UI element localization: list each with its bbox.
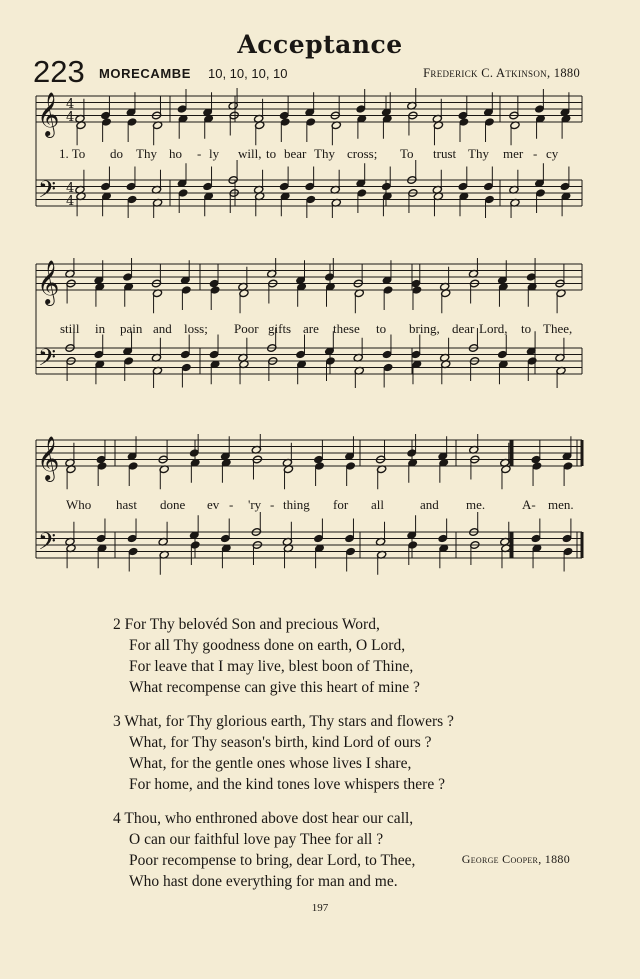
lyric-line-1 [0, 146, 640, 164]
lyric-syllable: cross; [347, 146, 378, 161]
lyric-syllable: To [400, 146, 414, 161]
stanza-4 [113, 808, 454, 892]
lyric-syllable: pain [120, 321, 143, 336]
hymn-title: Acceptance [237, 30, 403, 59]
bass-clef-icon: 𝄢 [38, 175, 57, 209]
stanza-line: What, for the gentle ones whose lives I share, [129, 755, 412, 772]
stanza-3 [113, 711, 454, 795]
author-credit: George Cooper, 1880 [461, 852, 570, 866]
time-signature-bottom: 4 [66, 110, 75, 125]
lyric-syllable: Poor [234, 321, 259, 336]
stanzas [113, 614, 454, 905]
stanza-number: 2 [113, 616, 121, 633]
stanza-line: For all Thy goodness done on earth, O Lord, [129, 637, 406, 654]
lyric-syllable: Thee, [543, 321, 573, 336]
lyric-syllable: ev [207, 497, 220, 512]
time-signature-top: 4 [66, 181, 75, 196]
lyric-syllable: 'ry [248, 497, 262, 512]
time-signature-bottom: 4 [66, 194, 75, 209]
lyric-syllable: to [266, 146, 277, 161]
lyric-syllable: are [303, 321, 319, 336]
lyric-syllable: still [60, 321, 80, 336]
lyric-syllable: for [333, 497, 349, 512]
lyric-syllable: gifts [268, 321, 292, 336]
lyric-syllable: trust [433, 146, 457, 161]
stanza-line [113, 711, 454, 732]
lyric-syllable: Thy [468, 146, 489, 161]
lyric-syllable: bear [284, 146, 307, 161]
lyric-line-3 [0, 497, 640, 515]
lyric-syllable: do [110, 146, 123, 161]
tune-name: MORECAMBE [99, 66, 192, 81]
treble-clef-icon: 𝄞 [37, 92, 60, 136]
hymn-number: 223 [33, 54, 85, 89]
lyric-syllable: Thy [314, 146, 335, 161]
stanza-line [113, 808, 454, 829]
lyric-syllable: Lord, [479, 321, 508, 336]
lyric-syllable: - [229, 497, 234, 512]
lyric-syllable: bring, [409, 321, 440, 336]
lyric-syllable: cy [546, 146, 559, 161]
lyric-syllable: and [420, 497, 439, 512]
lyric-syllable: thing [283, 497, 310, 512]
stanza-number: 4 [113, 810, 121, 827]
lyric-syllable: - [270, 497, 275, 512]
lyric-syllable: A- [522, 497, 536, 512]
composer-credit: Frederick C. Atkinson, 1880 [423, 66, 580, 80]
stanza-text: What, for Thy glorious earth, Thy stars and flowers ? [124, 713, 454, 730]
lyric-line-2 [0, 321, 640, 339]
lyric-syllable: ho [169, 146, 182, 161]
lyric-syllable: me. [466, 497, 486, 512]
stanza-line: Poor recompense to bring, dear Lord, to Thee, [129, 852, 416, 869]
lyric-syllable: Who [66, 497, 92, 512]
stanza-line: What recompense can give this heart of mine ? [129, 679, 420, 696]
lyric-syllable: all [371, 497, 384, 512]
stanza-line: For home, and the kind tones love whispers there ? [129, 776, 445, 793]
lyric-syllable: Thy [136, 146, 157, 161]
lyric-syllable: to [521, 321, 532, 336]
lyric-syllable: and [153, 321, 172, 336]
lyric-syllable: mer [503, 146, 524, 161]
bass-clef-icon: 𝄢 [38, 527, 57, 561]
lyric-syllable: to [376, 321, 387, 336]
stanza-text: For Thy belovéd Son and precious Word, [124, 616, 380, 633]
lyric-syllable: done [160, 497, 186, 512]
lyric-syllable: these [333, 321, 360, 336]
lyric-syllable: hast [116, 497, 137, 512]
stanza-line: O can our faithful love pay Thee for all ? [129, 831, 384, 848]
treble-clef-icon: 𝄞 [37, 436, 60, 480]
time-signature-top: 4 [66, 97, 75, 112]
lyric-syllable: in [95, 321, 106, 336]
lyric-syllable: - [197, 146, 202, 161]
lyric-syllable: will, [238, 146, 262, 161]
lyric-syllable: 1. To [59, 146, 86, 161]
stanza-number: 3 [113, 713, 121, 730]
stanza-line: What, for Thy season's birth, kind Lord of ours ? [129, 734, 432, 751]
stanza-line: Who hast done everything for man and me. [129, 873, 398, 890]
lyric-syllable: men. [548, 497, 574, 512]
lyric-syllable: loss; [184, 321, 208, 336]
treble-clef-icon: 𝄞 [37, 260, 60, 304]
lyric-syllable: dear [452, 321, 475, 336]
lyric-syllable: ly [209, 146, 220, 161]
meter: 10, 10, 10, 10 [208, 66, 288, 81]
lyric-syllable: - [533, 146, 538, 161]
stanza-2 [113, 614, 454, 698]
stanza-text: Thou, who enthroned above dost hear our call, [124, 810, 414, 827]
page-number: 197 [311, 902, 329, 914]
stanza-line: For leave that I may live, blest boon of Thine, [129, 658, 414, 675]
stanza-line [113, 614, 454, 635]
bass-clef-icon: 𝄢 [38, 343, 57, 377]
